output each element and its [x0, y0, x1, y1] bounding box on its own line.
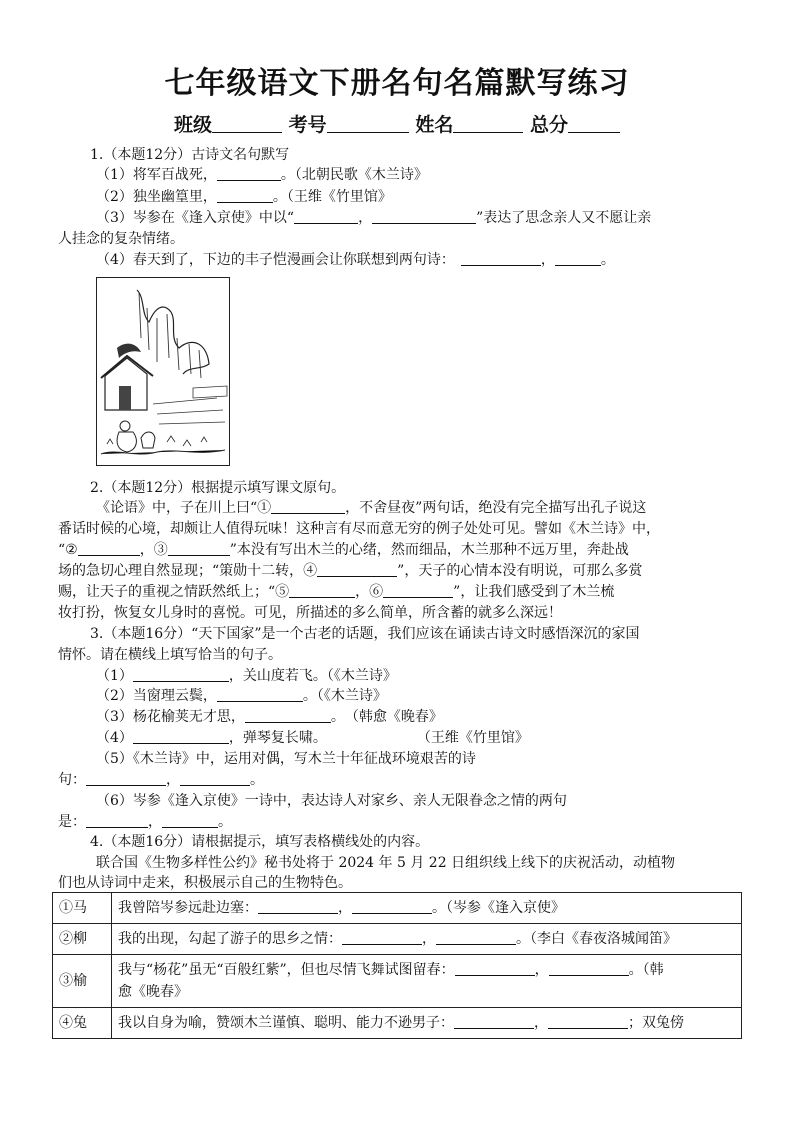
answer-blank[interactable]	[86, 771, 166, 786]
q2-heading: 2.（本题12分）根据提示填写课文原句。	[90, 480, 346, 496]
q1-heading: 1.（本题12分）古诗文名句默写	[90, 147, 290, 163]
q2-line-5: 赐，让天子的重视之情跃然纸上；“⑤ ，⑥ ”，让我们感受到了木兰梳	[58, 584, 615, 600]
row-label: ③榆	[53, 955, 112, 1008]
q4-heading: 4.（本题16分）请根据提示，填写表格横线处的内容。	[90, 834, 430, 850]
answer-blank[interactable]	[461, 251, 541, 266]
q1-item-3: （3）岑参在《逢入京使》中以“ ， ”表达了思念亲人又不愿让亲	[96, 210, 652, 226]
answer-blank[interactable]	[294, 209, 358, 224]
row-content: 我以自身为喻，赞颂木兰谨慎、聪明、能力不逊男子： ， ；双兔傍	[112, 1008, 742, 1039]
answer-blank[interactable]	[271, 499, 345, 514]
score-label: 总分	[529, 114, 568, 136]
q3-item-6: （6）岑参《逢入京使》一诗中，表达诗人对家乡、亲人无限眷念之情的两句	[96, 793, 567, 809]
q2-line-6: 妆打扮，恢复女儿身时的喜悦。可见，所描述的多么简单，所含蓄的就多么深远！	[58, 605, 562, 621]
answer-blank[interactable]	[383, 583, 453, 598]
answer-blank[interactable]	[289, 583, 355, 598]
class-blank[interactable]	[212, 114, 282, 133]
cartoon-drawing	[97, 278, 229, 465]
row-content: 我与“杨花”虽无“百般红紫”，但也尽情飞舞试图留春： ， 。（韩 愈《晚春》	[112, 955, 742, 1008]
row-content: 我的出现，勾起了游子的思乡之情： ， 。（李白《春夜洛城闻笛》	[112, 924, 742, 955]
answer-blank[interactable]	[86, 813, 148, 828]
answer-blank[interactable]	[342, 930, 422, 945]
row-label: ④兔	[53, 1008, 112, 1039]
table-row	[53, 1008, 742, 1039]
name-label: 姓名	[415, 114, 454, 136]
exam-no-label: 考号	[288, 114, 327, 136]
answer-blank[interactable]	[436, 930, 516, 945]
q2-line-3: “② ，③ ”本没有写出木兰的心绪，然而细品，木兰那种不远万里，奔赴战	[58, 542, 629, 558]
answer-blank[interactable]	[168, 541, 230, 556]
row-label: ②柳	[53, 924, 112, 955]
page-title: 七年级语文下册名句名篇默写练习	[164, 66, 630, 101]
q3-item-5-cont: 句： ， 。	[58, 772, 264, 788]
answer-blank[interactable]	[78, 541, 140, 556]
q3-heading: 3.（本题16分）“天下国家”是一个古老的话题，我们应该在诵读古诗文时感悟深沉的家国	[90, 626, 640, 642]
answer-blank[interactable]	[455, 961, 535, 976]
biodiversity-table	[52, 892, 742, 1039]
table-row	[53, 924, 742, 955]
answer-blank[interactable]	[217, 188, 273, 203]
exam-no-blank[interactable]	[327, 114, 409, 133]
name-blank[interactable]	[453, 114, 523, 133]
answer-blank[interactable]	[555, 251, 601, 266]
q3-item-5: （5）《木兰诗》中，运用对偶，写木兰十年征战环境艰苦的诗	[96, 751, 476, 767]
q4-intro-2: 们也从诗词中走来，积极展示自己的生物特色。	[58, 875, 352, 891]
q3-item-4: （4） ，弹琴复长啸。 （王维《竹里馆》	[96, 730, 529, 746]
row-label: ①马	[53, 893, 112, 924]
answer-blank[interactable]	[258, 899, 338, 914]
answer-blank[interactable]	[317, 562, 397, 577]
class-label: 班级	[174, 114, 213, 136]
table-row	[53, 893, 742, 924]
q2-line-1: 《论语》中，子在川上曰“① ，不舍昼夜”两句话，绝没有完全描写出孔子说这	[96, 500, 647, 516]
feng-zikai-cartoon-image	[96, 277, 230, 466]
q1-item-2: （2）独坐幽篁里， 。（王维《竹里馆》	[96, 189, 392, 205]
q1-item-3-cont: 人挂念的复杂情绪。	[58, 231, 184, 247]
answer-blank[interactable]	[133, 729, 229, 744]
q3-item-1: （1） ，关山度若飞。（《木兰诗》	[96, 668, 397, 684]
q2-line-2: 番话时候的心境，却颇让人值得玩味！这种言有尽而意无穷的例子处处可见。譬如《木兰诗》中，	[58, 521, 660, 537]
q3-item-2: （2）当窗理云鬓， 。（《木兰诗》	[96, 688, 387, 704]
student-info-line	[0, 110, 794, 137]
score-blank[interactable]	[568, 114, 620, 133]
q3-heading-cont: 情怀。请在横线上填写恰当的句子。	[58, 647, 282, 663]
q1-item-1: （1）将军百战死， 。（北朝民歌《木兰诗》	[96, 167, 428, 183]
answer-blank[interactable]	[548, 1014, 628, 1029]
answer-blank[interactable]	[454, 1014, 534, 1029]
answer-blank[interactable]	[245, 708, 331, 723]
answer-blank[interactable]	[352, 899, 432, 914]
q3-item-6-cont: 是： ， 。	[58, 814, 232, 830]
answer-blank[interactable]	[372, 209, 476, 224]
answer-blank[interactable]	[180, 771, 250, 786]
q3-item-3: （3）杨花榆荚无才思， 。 （韩愈《晚春》	[96, 709, 443, 725]
answer-blank[interactable]	[133, 667, 229, 682]
q1-item-4: （4）春天到了，下边的丰子恺漫画会让你联想到两句诗： ， 。	[96, 252, 615, 268]
answer-blank[interactable]	[217, 166, 281, 181]
q2-line-4: 场的急切心理自然显现；“策勋十二转，④ ”，天子的心情本没有明说，可那么多赏	[58, 563, 643, 579]
answer-blank[interactable]	[162, 813, 218, 828]
table-row	[53, 955, 742, 1008]
q4-intro-1: 联合国《生物多样性公约》秘书处将于 2024 年 5 月 22 日组织线上线下的庆祝活动，动植物	[96, 855, 676, 871]
answer-blank[interactable]	[549, 961, 629, 976]
row-content: 我曾陪岑参远赴边塞： ， 。（岑参《逢入京使》	[112, 893, 742, 924]
answer-blank[interactable]	[217, 687, 303, 702]
